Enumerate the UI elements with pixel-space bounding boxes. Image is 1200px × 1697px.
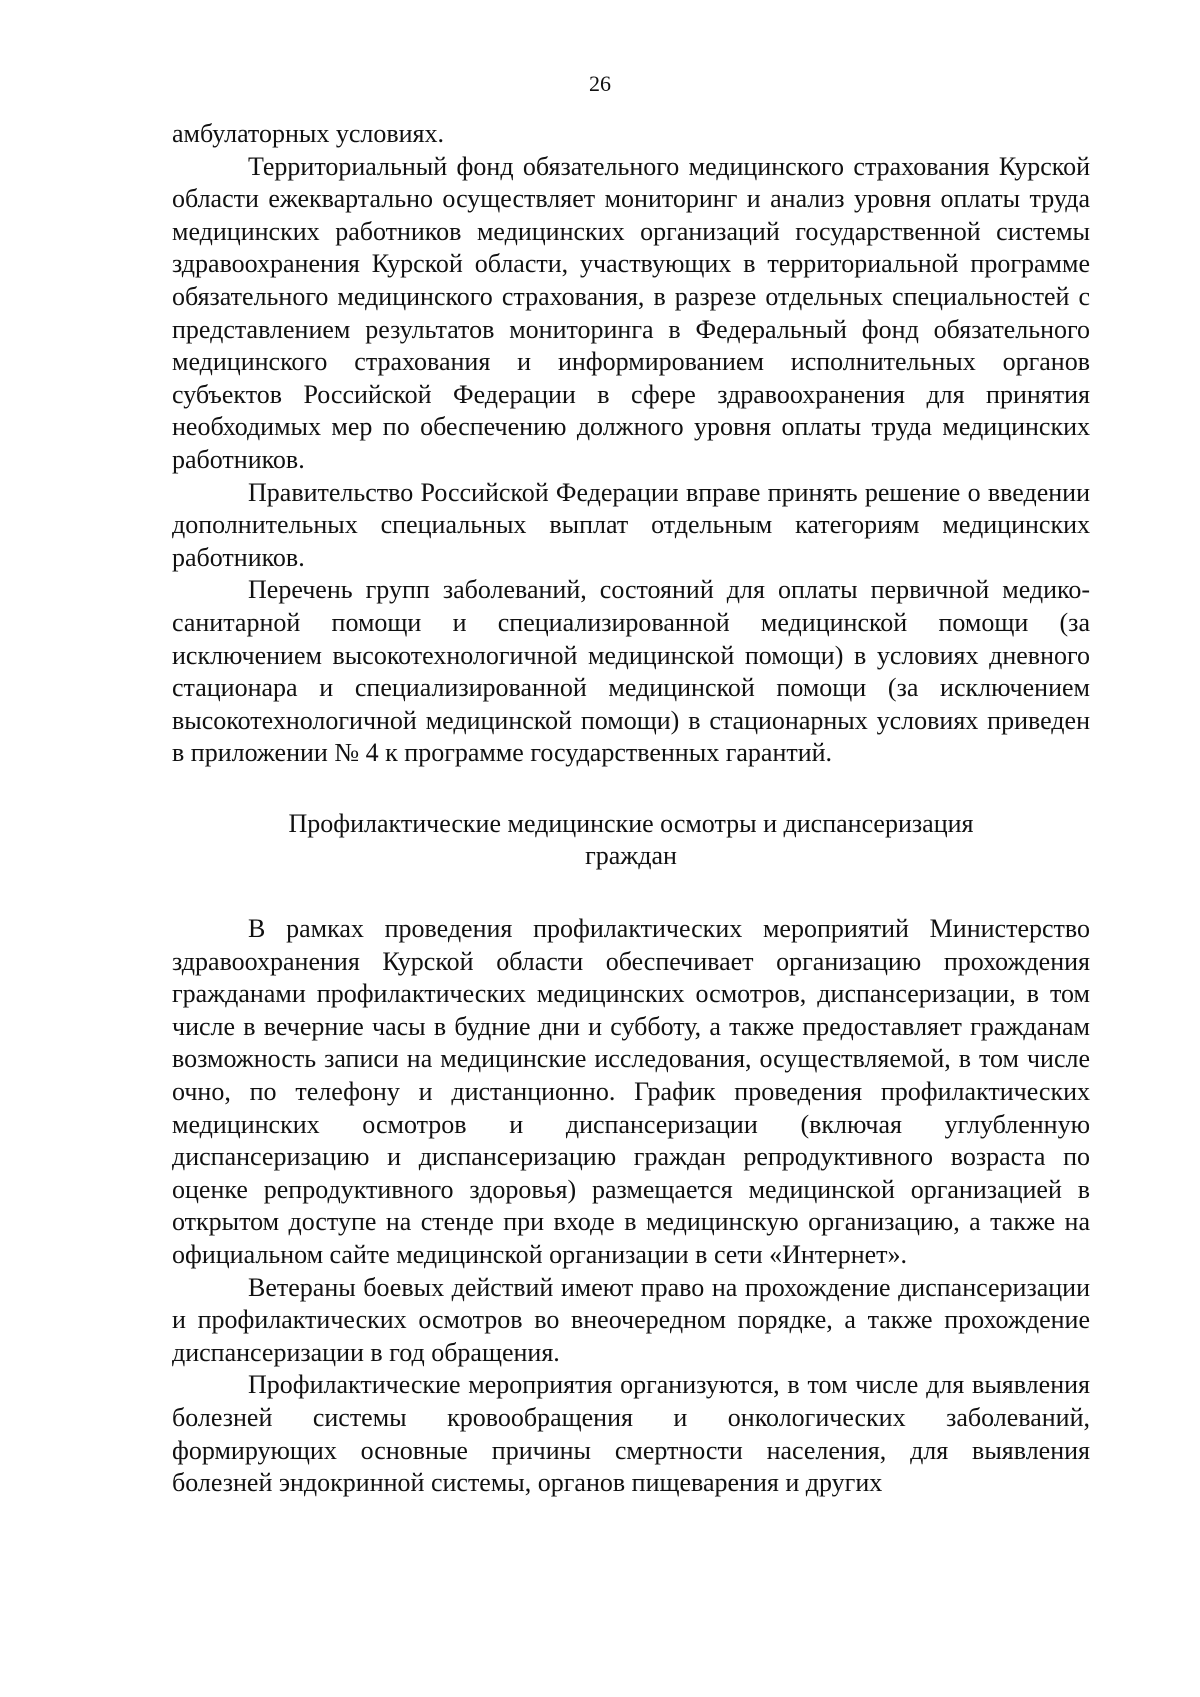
paragraph-continuation: амбулаторных условиях. xyxy=(172,119,444,148)
page-number: 26 xyxy=(589,71,611,96)
paragraph-government-payments: Правительство Российской Федерации вправе принять решение о введении дополнительных специальных выплат отдельным категориям медицинских работников. xyxy=(172,477,1090,572)
document-body xyxy=(172,118,1090,1500)
paragraph-veterans: Ветераны боевых действий имеют право на прохождение диспансеризации и профилактических осмотров во внеочередном порядке, а также прохождение диспансеризации в год обращения. xyxy=(172,1272,1090,1367)
paragraph-preventive-measures: В рамках проведения профилактических мероприятий Министерство здравоохранения Курской области обеспечивает организацию прохождения гражданами профилактических медицинских осмотров, диспансеризации, в том числе в вечерние часы в будние дни и субботу, а также предоставляет гражданам возможность записи на медицинские исследования, осуществляемой, в том числе очно, по телефону и дистанционно. График проведения профилактических медицинских осмотров и диспансеризации (включая углубленную диспансеризацию и диспансеризацию граждан репродуктивного возраста по оценке репродуктивного здоровья) размещается медицинской организацией в открытом доступе на стенде при входе в медицинскую организацию, а также на официальном сайте медицинской организации в сети «Интернет». xyxy=(172,914,1090,1269)
paragraph-tfoms-monitoring: Территориальный фонд обязательного медицинского страхования Курской области ежеквартально осуществляет мониторинг и анализ уровня оплаты труда медицинских работников медицинских организаций государственной системы здравоохранения Курской области, участвующих в территориальной программе обязательного медицинского страхования, в разрезе отдельных специальностей с представлением результатов мониторинга в Федеральный фонд обязательного медицинского страхования и информированием исполнительных органов субъектов Российской Федерации в сфере здравоохранения для принятия необходимых мер по обеспечению должного уровня оплаты труда медицинских работников. xyxy=(172,151,1090,474)
section-heading xyxy=(172,808,1090,873)
paragraph-disease-groups: Перечень групп заболеваний, состояний для оплаты первичной медико-санитарной помощи и специализированной медицинской помощи (за исключением высокотехнологичной медицинской помощи) в условиях дневного стационара и специализированной медицинской помощи (за исключением высокотехнологичной медицинской помощи) в стационарных условиях приведен в приложении № 4 к программе государственных гарантий. xyxy=(172,575,1090,768)
section-heading-line-2: граждан xyxy=(585,841,677,871)
paragraph-prevention-organization: Профилактические мероприятия организуются, в том числе для выявления болезней системы кровообращения и онкологических заболеваний, формирующих основные причины смертности населения, для выявления болезней эндокринной системы, органов пищеварения и других xyxy=(172,1370,1090,1498)
section-heading-line-1: Профилактические медицинские осмотры и диспансеризация xyxy=(288,808,974,838)
